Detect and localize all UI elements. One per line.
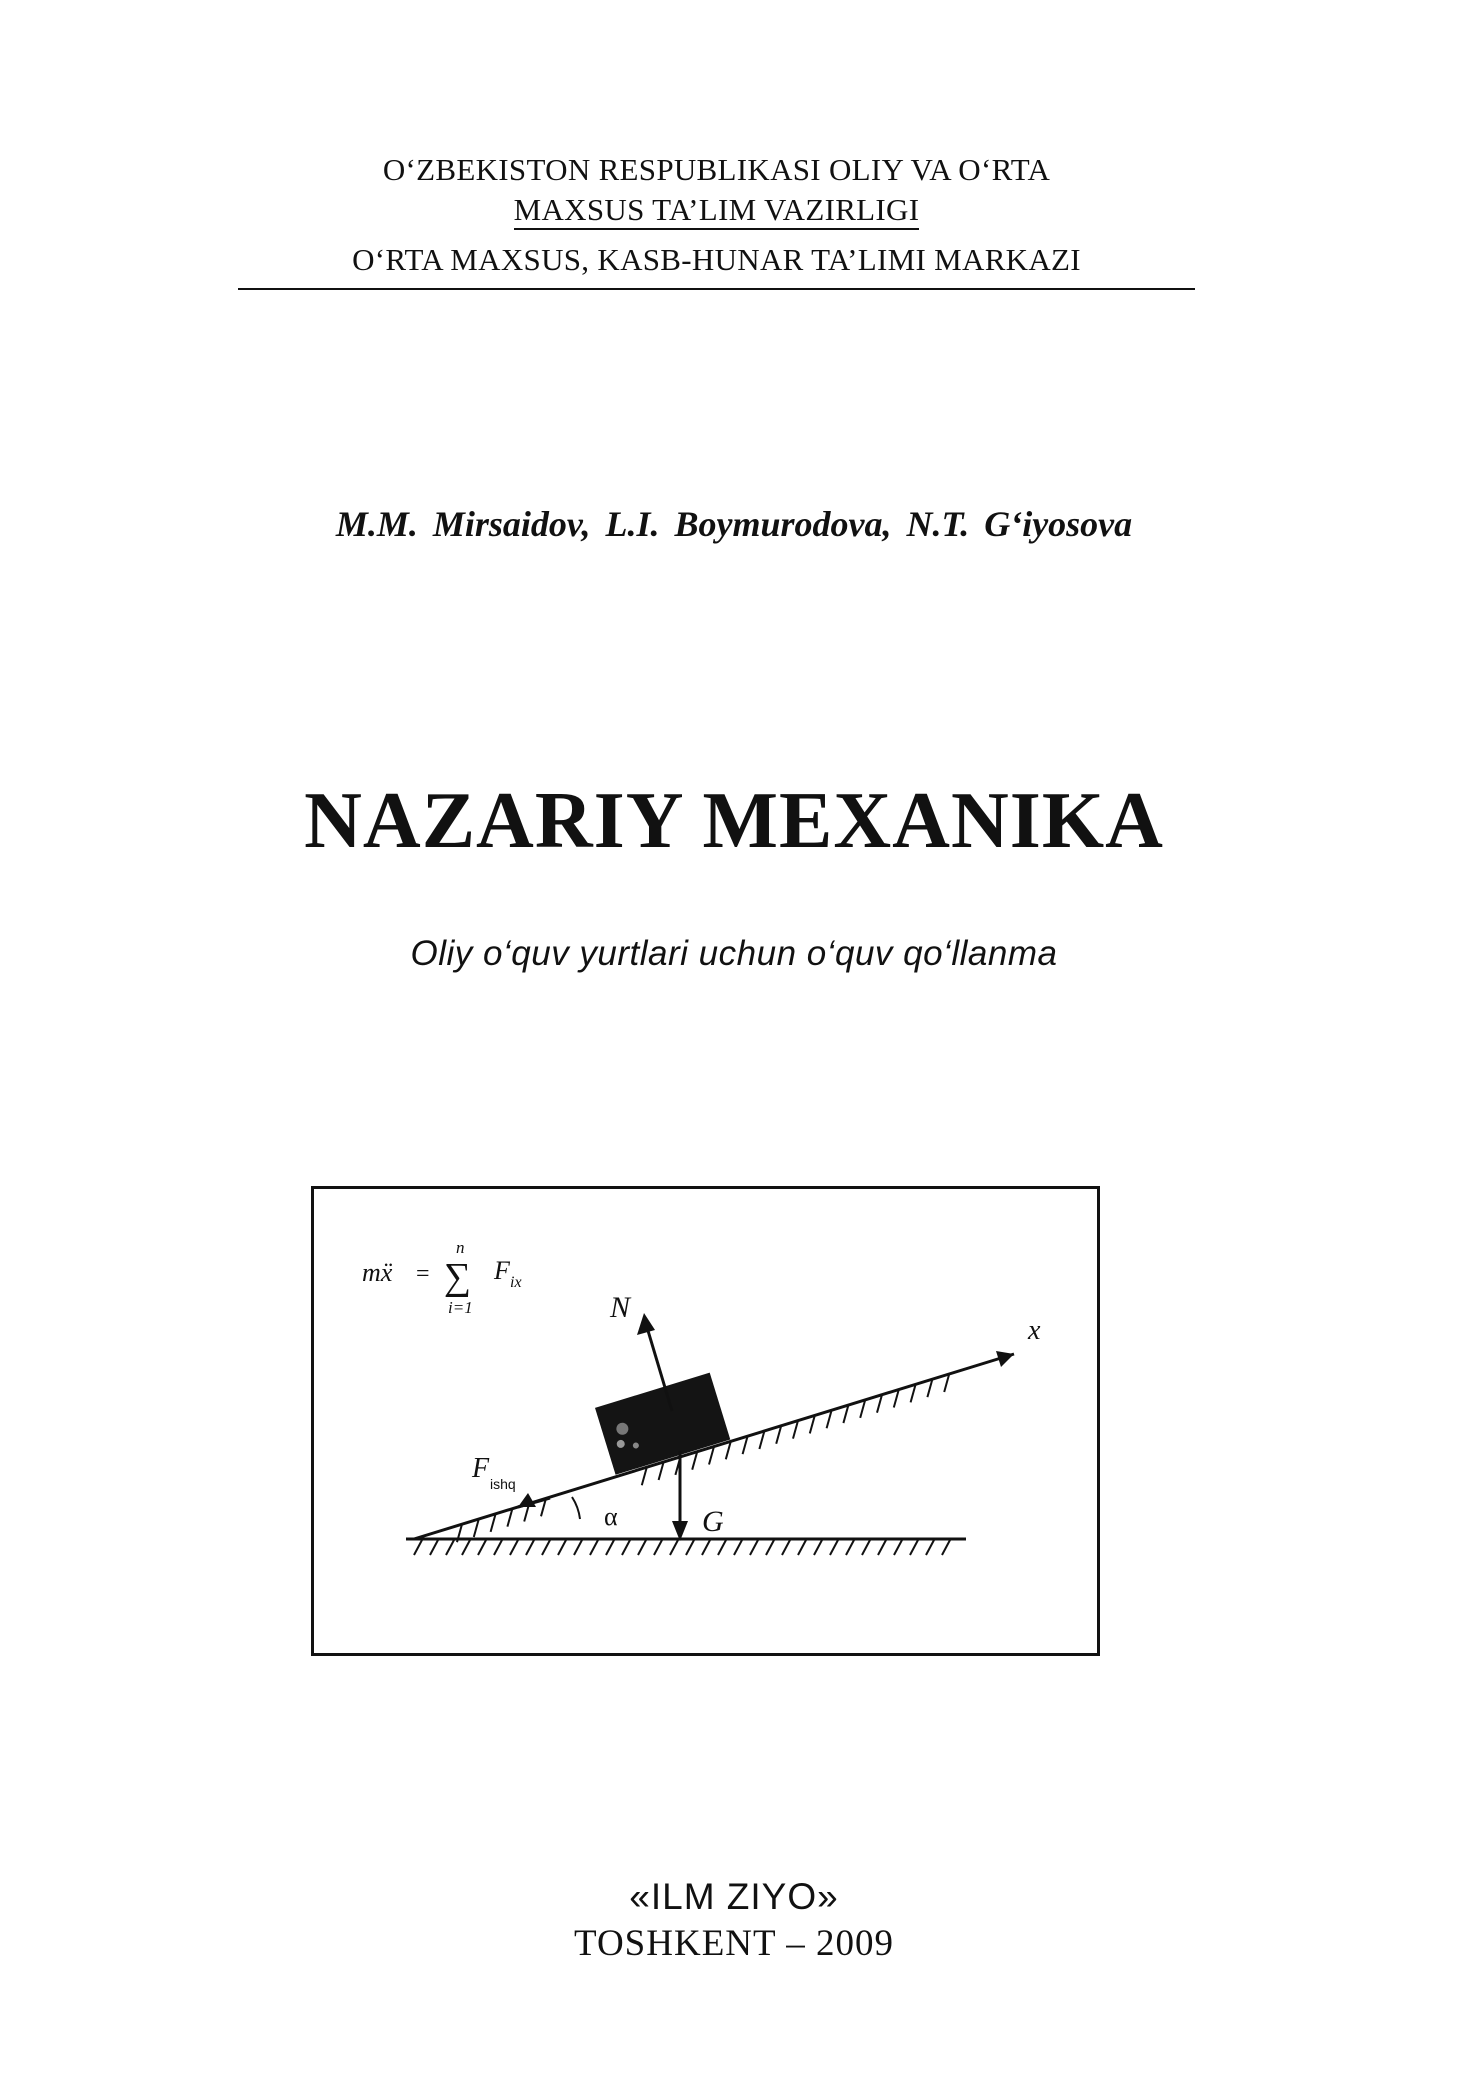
header-rule	[238, 288, 1195, 290]
formula-sum-upper: n	[456, 1238, 465, 1257]
ground-hatch-mark	[750, 1540, 758, 1555]
ground-hatch-mark	[846, 1540, 854, 1555]
ground-hatch-mark	[430, 1540, 438, 1555]
formula-lhs: mẍ	[362, 1258, 393, 1287]
publisher: «ILM ZIYO»	[629, 1876, 839, 1917]
ground-hatch-mark	[782, 1540, 790, 1555]
inclined-plane-figure	[311, 1186, 1100, 1656]
book-title: NAZARIY MEXANIKA	[304, 777, 1164, 865]
ground-hatch-mark	[766, 1540, 774, 1555]
ministry-line-3: O‘RTA MAXSUS, KASB-HUNAR TA’LIMI MARKAZI	[352, 242, 1081, 277]
ministry-header	[238, 150, 1195, 290]
ground-hatch-mark	[542, 1540, 550, 1555]
inclined-plane-diagram	[314, 1189, 1103, 1659]
ground-hatch-mark	[462, 1540, 470, 1555]
angle-arc	[572, 1497, 580, 1519]
formula-equals: =	[416, 1261, 430, 1287]
ground-hatching	[414, 1540, 950, 1555]
ground-hatch-mark	[590, 1540, 598, 1555]
ground-hatch-mark	[686, 1540, 694, 1555]
normal-force-arrowhead	[637, 1313, 655, 1335]
ground-hatch-mark	[894, 1540, 902, 1555]
ground-hatch-mark	[526, 1540, 534, 1555]
ground-hatch-mark	[414, 1540, 422, 1555]
city-year: TOSHKENT – 2009	[574, 1923, 894, 1964]
ground-hatch-mark	[942, 1540, 950, 1555]
ground-hatch-mark	[830, 1540, 838, 1555]
ground-hatch-mark	[558, 1540, 566, 1555]
ministry-line-2: MAXSUS TA’LIM VAZIRLIGI	[514, 192, 920, 230]
sum-symbol: ∑	[444, 1256, 472, 1298]
ground-hatch-mark	[494, 1540, 502, 1555]
label-n: N	[610, 1291, 631, 1324]
ground-hatch-mark	[510, 1540, 518, 1555]
book-subtitle: Oliy o‘quv yurtlari uchun o‘quv qo‘llanma	[410, 934, 1058, 973]
friction-force-arrowhead	[518, 1493, 536, 1507]
ground-hatch-mark	[926, 1540, 934, 1555]
ground-hatch-mark	[718, 1540, 726, 1555]
ground-hatch-mark	[446, 1540, 454, 1555]
ground-hatch-mark	[670, 1540, 678, 1555]
ground-hatch-mark	[606, 1540, 614, 1555]
ground-hatch-mark	[654, 1540, 662, 1555]
ground-hatch-mark	[478, 1540, 486, 1555]
label-g: G	[702, 1505, 724, 1538]
ground-hatch-mark	[622, 1540, 630, 1555]
label-f-sub: ishq	[490, 1476, 516, 1492]
formula-term-sub: ix	[510, 1274, 522, 1291]
formula-term: F	[494, 1256, 510, 1285]
ground-hatch-mark	[910, 1540, 918, 1555]
authors: M.M. Mirsaidov, L.I. Boymurodova, N.T. G‘iyosova	[335, 504, 1133, 544]
ground-hatch-mark	[702, 1540, 710, 1555]
label-f: F	[472, 1453, 490, 1484]
ground-hatch-mark	[734, 1540, 742, 1555]
ground-hatch-mark	[798, 1540, 806, 1555]
ground-hatch-mark	[574, 1540, 582, 1555]
ground-hatch-mark	[814, 1540, 822, 1555]
ground-hatch-mark	[878, 1540, 886, 1555]
formula-sum-lower: i=1	[448, 1298, 473, 1317]
label-x: x	[1028, 1315, 1041, 1346]
ground-hatch-mark	[638, 1540, 646, 1555]
label-alpha: α	[604, 1502, 618, 1531]
ministry-line-1: O‘ZBEKISTON RESPUBLIKASI OLIY VA O‘RTA	[382, 152, 1051, 187]
ground-hatch-mark	[862, 1540, 870, 1555]
